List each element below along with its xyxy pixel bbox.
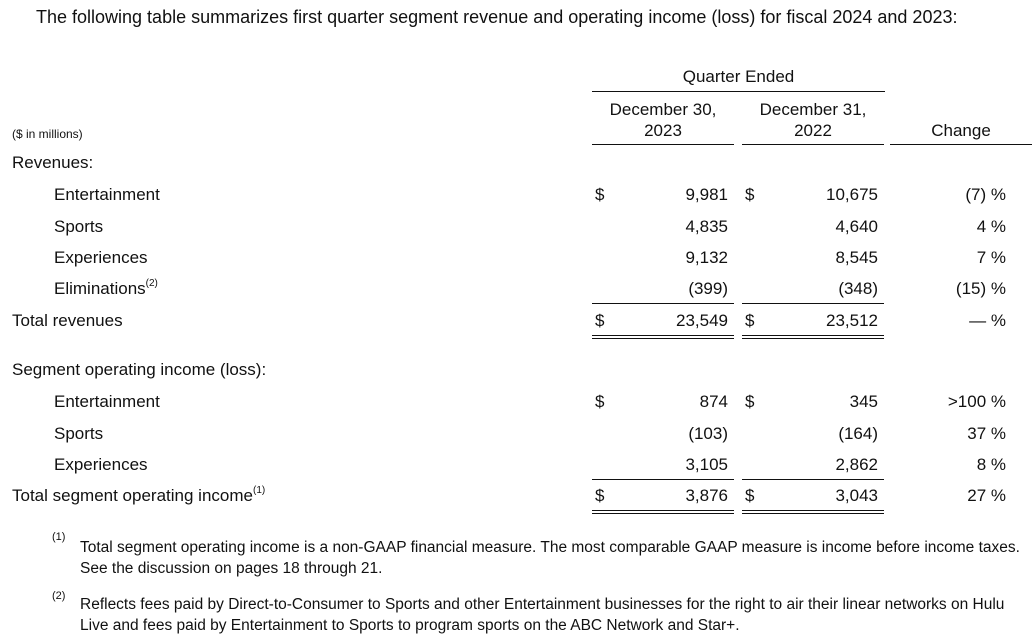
value-change: (15) % bbox=[955, 279, 1006, 298]
footnote-mark: (1) bbox=[52, 531, 66, 543]
header-change: Change bbox=[931, 121, 991, 140]
header-col3-underline bbox=[890, 144, 1032, 145]
value-current: 9,132 bbox=[685, 248, 728, 267]
row-label bbox=[54, 279, 158, 299]
subtotal-rule bbox=[592, 479, 734, 480]
value-prior: 345 bbox=[849, 392, 878, 411]
units-label: ($ in millions) bbox=[12, 127, 83, 141]
row-label: Entertainment bbox=[54, 392, 160, 411]
value-current: (103) bbox=[688, 424, 728, 443]
value-prior: 23,512 bbox=[826, 311, 878, 330]
revenues-title: Revenues: bbox=[12, 153, 94, 172]
row-label-text: Total segment operating income bbox=[12, 486, 253, 505]
row-label: Entertainment bbox=[54, 185, 160, 204]
value-change: — % bbox=[969, 311, 1006, 330]
value-change: 8 % bbox=[976, 455, 1006, 474]
total-double-rule bbox=[742, 335, 884, 339]
value-change: 7 % bbox=[976, 248, 1006, 267]
value-prior: (348) bbox=[838, 279, 878, 298]
value-prior: 3,043 bbox=[835, 486, 878, 505]
footnote-ref: (1) bbox=[252, 485, 266, 497]
value-current: (399) bbox=[688, 279, 728, 298]
subtotal-rule bbox=[742, 479, 884, 480]
header-col1-line2: 2023 bbox=[644, 121, 682, 140]
row-label: Sports bbox=[54, 217, 104, 236]
value-prior: 10,675 bbox=[826, 185, 878, 204]
value-current: 23,549 bbox=[676, 311, 728, 330]
value-current: 4,835 bbox=[685, 217, 728, 236]
subtotal-rule bbox=[742, 303, 884, 304]
header-col2-line1: December 31, bbox=[759, 100, 867, 119]
header-group-underline bbox=[592, 91, 885, 92]
total-double-rule bbox=[742, 510, 884, 514]
value-prior: (164) bbox=[838, 424, 878, 443]
header-col1-underline bbox=[592, 144, 734, 145]
row-label: Total revenues bbox=[12, 311, 123, 330]
row-label bbox=[12, 486, 265, 506]
currency-sign: $ bbox=[745, 185, 755, 204]
row-label-text: Eliminations bbox=[54, 279, 146, 298]
header-quarter-ended: Quarter Ended bbox=[682, 67, 795, 86]
value-current: 3,105 bbox=[685, 455, 728, 474]
value-change: 37 % bbox=[967, 424, 1006, 443]
subtotal-rule bbox=[592, 303, 734, 304]
income-title: Segment operating income (loss): bbox=[12, 360, 267, 379]
intro-paragraph: The following table summarizes first quarter segment revenue and operating income (loss) for fiscal 2024 and 2023: bbox=[36, 7, 958, 27]
header-col2-line2: 2022 bbox=[794, 121, 832, 140]
header-col1-line1: December 30, bbox=[609, 100, 717, 119]
value-current: 9,981 bbox=[685, 185, 728, 204]
currency-sign: $ bbox=[595, 486, 605, 505]
header-col2-underline bbox=[742, 144, 884, 145]
footnote-mark: (2) bbox=[52, 590, 66, 602]
value-change: 4 % bbox=[976, 217, 1006, 236]
value-prior: 8,545 bbox=[835, 248, 878, 267]
total-double-rule bbox=[592, 335, 734, 339]
row-label: Experiences bbox=[54, 248, 148, 267]
value-change: 27 % bbox=[967, 486, 1006, 505]
value-current: 3,876 bbox=[685, 486, 728, 505]
footnote-ref: (2) bbox=[145, 278, 158, 290]
total-double-rule bbox=[592, 510, 734, 514]
footnote-2: Reflects fees paid by Direct-to-Consumer to Sports and other Entertainment businesses for the right to air their linear networks on Hulu Live and fees paid by Entertainment to Sports to program sports on the ABC Network and Star+. bbox=[80, 596, 1005, 634]
currency-sign: $ bbox=[595, 311, 605, 330]
row-label: Sports bbox=[54, 424, 104, 443]
value-prior: 4,640 bbox=[835, 217, 878, 236]
value-current: 874 bbox=[699, 392, 728, 411]
currency-sign: $ bbox=[595, 392, 605, 411]
currency-sign: $ bbox=[595, 185, 605, 204]
value-change: >100 % bbox=[947, 392, 1006, 411]
footnote-1: Total segment operating income is a non-GAAP financial measure. The most comparable GAAP measure is income before income taxes. See the discussion on pages 18 through 21. bbox=[80, 539, 1020, 577]
row-label: Experiences bbox=[54, 455, 148, 474]
currency-sign: $ bbox=[745, 311, 755, 330]
value-prior: 2,862 bbox=[835, 455, 878, 474]
currency-sign: $ bbox=[745, 392, 755, 411]
value-change: (7) % bbox=[965, 185, 1006, 204]
currency-sign: $ bbox=[745, 486, 755, 505]
